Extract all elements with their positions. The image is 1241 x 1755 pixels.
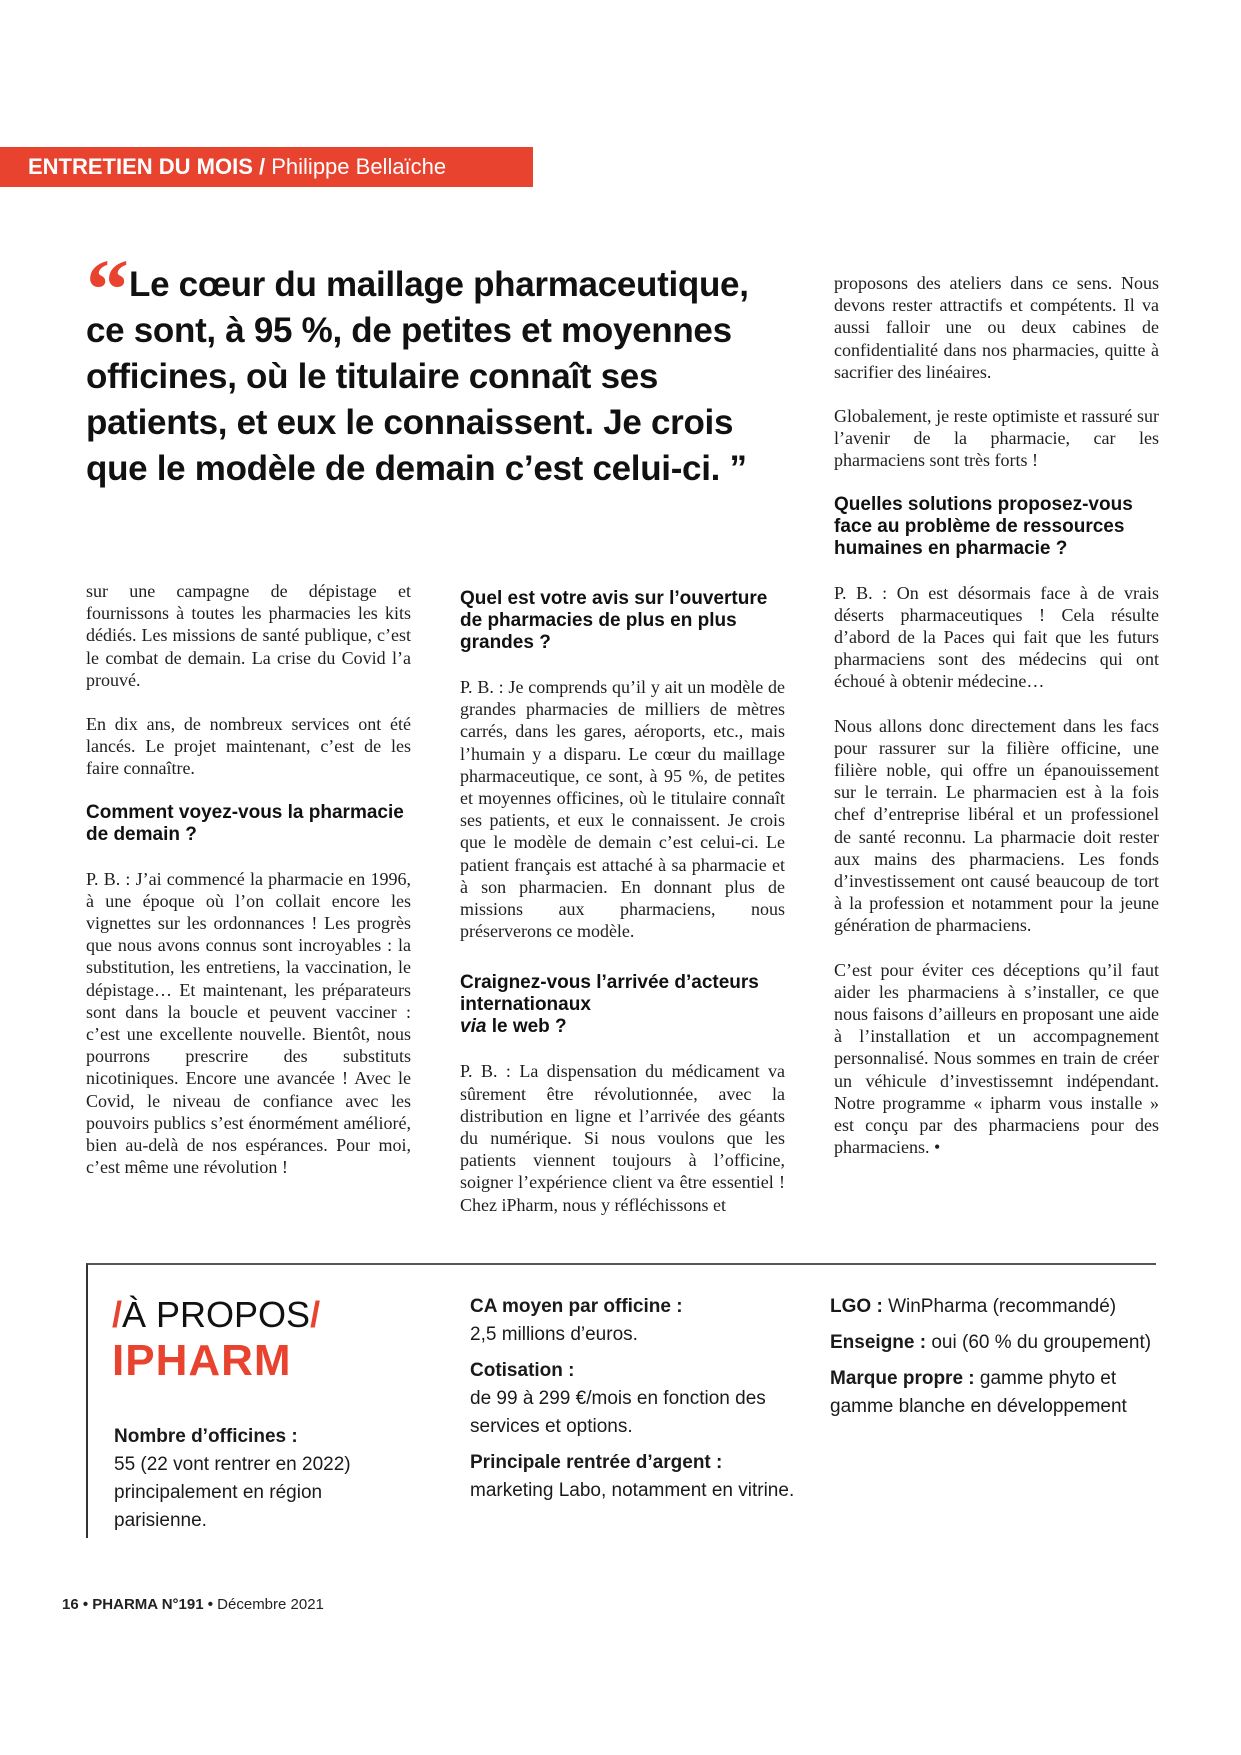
fact-item [830,1329,1160,1357]
article-column-3 [834,272,1159,1181]
question-text: Craignez-vous l’arrivée d’acteurs internationaux [460,972,759,1016]
about-column-1 [114,1423,414,1535]
paragraph: Globalement, je reste optimiste et rassuré sur l’avenir de la pharmacie, car les pharmaciens sont très forts ! [834,406,1159,471]
about-title-text: À PROPOS [122,1294,311,1335]
pull-quote [86,241,776,492]
paragraph: Nous allons donc directement dans les facs pour rassurer sur la filière officine, une filière noble, qui offre un épanouissement sur le terrain. Le pharmacien est à la fois chef d’entreprise libéral et un professionel de santé reconnu. La pharmacie doit rester aux mains des pharmaciens. Les fonds d’investissement ont causé beaucoup de tort à la profession et notamment pour la jeune génération de pharmaciens. [834,715,1159,936]
page-number-issue: 16 • PHARMA N°191 • [62,1596,213,1613]
open-quote-icon: “ [86,241,123,337]
question-text: le web ? [486,1016,567,1038]
fact-label: Enseigne : [830,1332,927,1353]
about-title [112,1295,320,1335]
section-kicker [0,147,533,187]
fact-item [114,1423,414,1535]
about-column-2 [470,1293,810,1513]
fact-value: 2,5 millions d’euros. [470,1324,638,1345]
fact-value: WinPharma (recommandé) [888,1296,1117,1317]
fact-value: de 99 à 299 €/mois en fonction des services et options. [470,1388,766,1437]
pull-quote-text: Le cœur du maillage pharmaceutique, ce sont, à 95 %, de petites et moyennes officines, où le titulaire connaît ses patients, et eux le connaissent. Je crois que le modèle de demain c’est celui-ci. ” [86,265,749,488]
answer-paragraph: P. B. : J’ai commencé la pharmacie en 1996, à une époque où l’on collait encore les vignettes sur les ordonnances ! Les progrès que nous avons connus sont incroyables : la substitution, les entretiens, la vaccination, le dépistage… Et maintenant, les préparateurs sont dans la boucle et peuvent vacciner : c’est une excellente nouvelle. Bientôt, nous pourrons prescrire des substituts nicotiniques. Encore une avancée ! Avec le Covid, le niveau de confiance avec les pouvoirs publics s’est énormément amélioré, bien au-delà de nos espérances. Pour moi, c’est même une révolution ! [86,868,411,1178]
fact-label: Cotisation : [470,1360,575,1381]
paragraph: En dix ans, de nombreux services ont été lancés. Le projet maintenant, c’est de les faire connaître. [86,714,411,779]
fact-item [470,1357,810,1441]
slash-icon: / [112,1294,123,1335]
paragraph: C’est pour éviter ces déceptions qu’il faut aider les pharmaciens à s’installer, ce que nous faisons d’ailleurs en proposant une aide à l’installation et un accompagnement personnalisé. Nous sommes en train de créer un véhicule d’investissemnt indépendant. Notre programme « ipharm vous installe » est conçu par des pharmaciens pour des pharmaciens. • [834,959,1159,1158]
fact-label: CA moyen par officine : [470,1296,683,1317]
question-heading [460,972,785,1038]
question-emphasis: via [460,1016,487,1038]
section-label: ENTRETIEN DU MOIS / [28,154,266,179]
article-column-2 [460,580,785,1238]
answer-paragraph: P. B. : La dispensation du médicament va sûrement être révolutionnée, avec la distribution en ligne et l’arrivée des géants du numérique. Si nous voulons que les patients viennent toujours à l’officine, soigner l’expérience client va être essentiel ! Chez iPharm, nous y réfléchissons et [460,1061,785,1215]
article-column-1 [86,580,411,1200]
fact-label: Marque propre : [830,1368,975,1389]
paragraph: sur une campagne de dépistage et fournissons à toutes les pharmacies les kits dédiés. Les missions de santé publique, c’est le combat de demain. La crise du Covid l’a prouvé. [86,581,411,690]
fact-label: Nombre d’officines : [114,1426,298,1447]
slash-icon: / [310,1294,321,1335]
fact-value: gamme phyto et gamme blanche en développement [830,1368,1127,1417]
company-name: IPHARM [112,1336,292,1385]
issue-date: Décembre 2021 [217,1596,324,1613]
fact-value: 55 (22 vont rentrer en 2022) principalement en région parisienne. [114,1454,351,1531]
page-footer [62,1596,324,1613]
answer-paragraph: P. B. : On est désormais face à de vrais déserts pharmaceutiques ! Cela résulte d’abord de la Paces qui fait que les futurs pharmaciens sont des médecins qui ont échoué à obtenir médecine… [834,582,1159,692]
about-column-3 [830,1293,1160,1429]
fact-item [470,1449,810,1505]
fact-item [470,1293,810,1349]
about-box [86,1263,1156,1538]
fact-item [830,1365,1160,1421]
fact-label: Principale rentrée d’argent : [470,1452,723,1473]
question-heading: Comment voyez-vous la pharmacie de demain ? [86,801,404,845]
paragraph: proposons des ateliers dans ce sens. Nous devons rester attractifs et compétents. Il va aussi falloir une ou deux cabines de confidentialité dans nos pharmacies, quitte à sacrifier des linéaires. [834,273,1159,382]
answer-paragraph: P. B. : Je comprends qu’il y ait un modèle de grandes pharmacies de milliers de mètres carrés, dans les gares, aéroports, etc., mais l’humain y a disparu. Le cœur du maillage pharmaceutique, ce sont, à 95 %, de petites et moyennes officines, où le titulaire connaît ses patients, et eux le connaissent. Je crois que le modèle de demain c’est celui-ci. Le patient français est attaché à sa pharmacie et à son pharmacien. En donnant plus de missions aux pharmaciens, nous préserverons ce modèle. [460,677,785,942]
fact-value: marketing Labo, notamment en vitrine. [470,1480,795,1501]
fact-item [830,1293,1160,1321]
fact-value: oui (60 % du groupement) [931,1332,1152,1353]
fact-label: LGO : [830,1296,883,1317]
interviewee-name: Philippe Bellaïche [271,154,447,179]
question-heading: Quel est votre avis sur l’ouverture de pharmacies de plus en plus grandes ? [460,588,768,653]
question-heading: Quelles solutions proposez-vous face au problème de ressources humaines en pharmacie ? [834,493,1133,559]
